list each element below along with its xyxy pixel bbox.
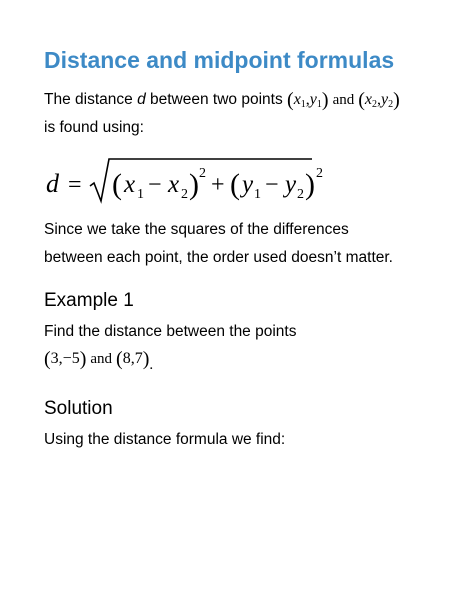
formula-x2: x [168, 171, 180, 198]
paren-close-2: ) [305, 168, 315, 201]
formula-minus-2: − [265, 172, 279, 198]
explanation-line-1: Since we take the squares of the differences [44, 221, 349, 238]
page-title: Distance and midpoint formulas [44, 47, 395, 73]
formula-sub-x2: 2 [181, 187, 188, 202]
intro-line-2: is found using: [44, 119, 144, 136]
paren-close-1: ) [189, 168, 199, 201]
intro-variable: d [137, 91, 146, 108]
example-heading: Example 1 [44, 290, 134, 311]
formula-equals: = [68, 172, 82, 198]
formula-sub-x1: 1 [137, 187, 144, 202]
example-connector: and [90, 351, 113, 367]
intro-connector: and [332, 92, 355, 108]
formula-sub-y1: 1 [254, 187, 261, 202]
example-points: (3,−5) and (8,7). [44, 348, 154, 373]
example-point-1: 3,−5 [50, 350, 80, 367]
intro-text-before: The distance [44, 91, 138, 108]
example-period: . [149, 357, 154, 373]
formula-plus: + [211, 172, 225, 198]
intro-line-1 [44, 90, 400, 115]
formula-exp-1: 2 [199, 166, 206, 181]
solution-text: Using the distance formula we find: [44, 431, 286, 448]
paren-open-1: ( [112, 168, 122, 201]
formula-x1: x [124, 171, 136, 198]
formula-exp-2: 2 [316, 166, 323, 181]
distance-formula-svg [44, 156, 334, 208]
distance-formula [44, 156, 334, 208]
formula-sub-y2: 2 [297, 187, 304, 202]
paren-open-2: ( [230, 168, 240, 201]
intro-text-after: between two points [145, 91, 283, 108]
formula-minus-1: − [148, 172, 162, 198]
example-point-2: 8,7 [122, 350, 143, 367]
example-prompt: Find the distance between the points [44, 323, 297, 340]
point-pair-1: $(x_1,y_1)$ and $(x_2,y_2)$ [287, 89, 400, 111]
explanation-line-2: between each point, the order used doesn’t matter. [44, 249, 393, 266]
formula-y2: y [285, 171, 297, 198]
formula-y1: y [242, 171, 254, 198]
solution-heading: Solution [44, 398, 113, 419]
formula-lhs: d [46, 169, 59, 198]
